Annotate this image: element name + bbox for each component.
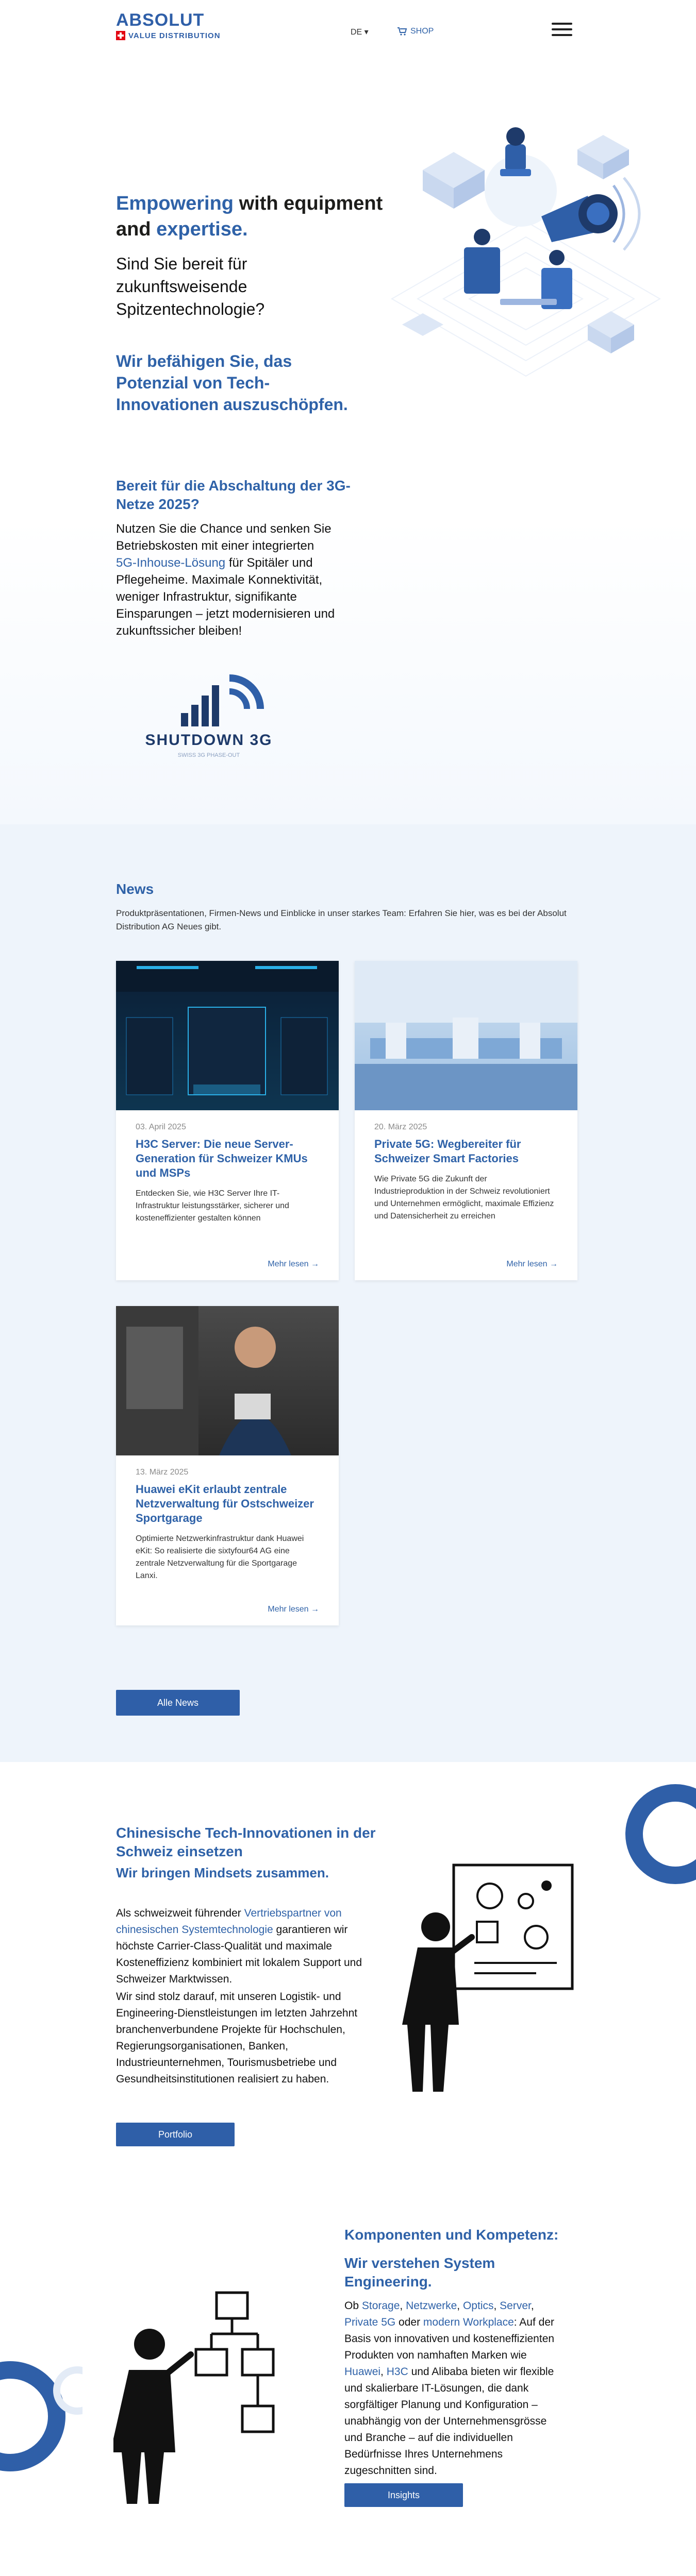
news-card[interactable] <box>355 961 577 1280</box>
china-text-2: Wir sind stolz darauf, mit unseren Logistik- und Engineering-Dienstleistungen im letzten Jahrzehnt branchenverbundene Projekte für Hochschulen, Regierungsorganisationen, Banken, Industrieunternehmen, Tourismusbetriebe und Gesundheitsinstitutionen realisiert zu haben. <box>116 1991 358 2085</box>
competence-text: Ob Storage, Netzwerke, Optics, Server, Private 5G oder modern Workplace: Auf der Basis von innovativen und kosteneffizienten Produkten von namhaften Marken wie Huawei, H3C und Alibaba bieten wir flexible und skalierbare IT-Lösungen, die dank sorgfältiger Planung und Konfiguration – unabhängig von der Unternehmensgrösse und Branche – auf die individuellen Bedürfnisse Ihres Unternehmens zugeschnitten sind. <box>344 2300 555 2477</box>
signal-bars-icon <box>137 670 281 732</box>
presenter-illustration <box>392 1855 577 2092</box>
china-title: Chinesische Tech-Innovationen in der Schweiz einsetzen <box>116 1825 376 1859</box>
news-title-link[interactable]: Private 5G: Wegbereiter für Schweizer Smart Factories <box>374 1138 521 1165</box>
news-date: 13. März 2025 <box>136 1468 189 1477</box>
news-date: 20. März 2025 <box>374 1123 427 1131</box>
storage-link[interactable]: Storage <box>361 2300 400 2312</box>
china-subtitle: Wir bringen Mindsets zusammen. <box>116 1865 329 1880</box>
hero-title: Empowering with equipment and expertise. <box>116 193 383 240</box>
all-news-button[interactable]: Alle News <box>116 1690 240 1716</box>
h3c-link[interactable]: H3C <box>386 2366 408 2378</box>
shutdown-3g-logo <box>137 670 281 762</box>
news-excerpt: Optimierte Netzwerkinfrastruktur dank Huawei eKit: So realisierte die sixtyfour64 AG eine zentrale Netzverwaltung für die Sportgarage Lanxi. <box>136 1534 304 1580</box>
cart-icon <box>397 27 407 36</box>
server-room-image <box>116 961 339 1110</box>
sportgarage-image <box>116 1306 339 1455</box>
news-intro: Produktpräsentationen, Firmen-News und Einblicke in unser starkes Team: Erfahren Sie hier, was es bei der Absolut Distribution AG Neues gibt. <box>116 908 567 931</box>
news-date: 03. April 2025 <box>136 1123 186 1131</box>
3g-shutdown-text: Nutzen Sie die Chance und senken Sie Betriebskosten mit einer integrierten 5G-Inhouse-Lösung für Spitäler und Pflegeheime. Maximale Konnektivität, weniger Infrastruktur, signifikante Einsparungen – jetzt modernisieren und zukunftssicher bleiben! <box>116 522 335 638</box>
hero-section <box>0 62 696 824</box>
hero-illustration <box>371 82 681 412</box>
huawei-link[interactable]: Huawei <box>344 2366 381 2378</box>
news-card[interactable] <box>116 961 339 1280</box>
read-more-link[interactable]: Mehr lesen → <box>268 1605 319 1614</box>
swiss-flag-icon <box>116 31 125 40</box>
news-excerpt: Wie Private 5G die Zukunft der Industrieproduktion in der Schweiz revolutioniert und Unternehmen ermöglicht, maximale Effizienz und Datensicherheit zu erreichen <box>374 1175 554 1221</box>
shop-link[interactable] <box>397 27 434 36</box>
hero-subtitle: Sind Sie bereit für zukunftsweisende Spitzentechnologie? <box>116 255 265 318</box>
private-5g-link[interactable]: Private 5G <box>344 2316 396 2328</box>
competence-title: Komponenten und Kompetenz: <box>344 2227 559 2243</box>
news-card[interactable] <box>116 1306 339 1625</box>
hero-lead: Wir befähigen Sie, das Potenzial von Tech-Innovationen auszuschöpfen. <box>116 352 348 414</box>
shop-label: SHOP <box>410 27 434 36</box>
optics-link[interactable]: Optics <box>462 2300 494 2312</box>
portfolio-button[interactable]: Portfolio <box>116 2123 235 2146</box>
shutdown-3g-caption: SWISS 3G PHASE-OUT <box>177 752 240 758</box>
news-title: News <box>116 881 154 897</box>
insights-button[interactable]: Insights <box>344 2483 463 2507</box>
menu-hamburger-icon[interactable] <box>552 23 572 38</box>
news-title-link[interactable]: Huawei eKit erlaubt zentrale Netzverwaltung für Ostschweizer Sportgarage <box>136 1483 314 1524</box>
workplace-link[interactable]: modern Workplace <box>423 2316 514 2328</box>
server-link[interactable]: Server <box>500 2300 531 2312</box>
site-header <box>0 0 696 62</box>
decorative-ring <box>0 2349 82 2483</box>
3g-shutdown-heading: Bereit für die Abschaltung der 3G-Netze 2025? <box>116 478 351 512</box>
decorative-ring <box>598 1777 696 1891</box>
news-section <box>0 824 696 1762</box>
read-more-link[interactable]: Mehr lesen → <box>268 1260 319 1268</box>
news-title-link[interactable]: H3C Server: Die neue Server-Generation für Schweizer KMUs und MSPs <box>136 1138 308 1179</box>
competence-subtitle: Wir verstehen System Engineering. <box>344 2255 495 2290</box>
system-engineering-illustration <box>113 2282 299 2509</box>
logo-subtext: VALUE DISTRIBUTION <box>128 31 221 40</box>
smart-factory-image <box>355 961 577 1110</box>
language-selector[interactable]: DE ▾ <box>351 28 369 37</box>
network-link[interactable]: Netzwerke <box>406 2300 457 2312</box>
5g-inhouse-link[interactable]: 5G-Inhouse-Lösung <box>116 556 226 570</box>
china-tech-section <box>0 1762 696 2576</box>
logo-wordmark: ABSOLUT <box>116 10 205 30</box>
china-text: Als schweizweit führender Vertriebspartner von chinesischen Systemtechnologie garantieren wir höchste Carrier-Class-Qualität und maximale Kosteneffizienz kombiniert mit lokalem Support und Schweizer Marktwissen. <box>116 1907 362 1985</box>
news-excerpt: Entdecken Sie, wie H3C Server Ihre IT-Infrastruktur leistungsstärker, sicherer und kosteneffizienter gestalten können <box>136 1189 289 1223</box>
read-more-link[interactable]: Mehr lesen → <box>506 1260 558 1268</box>
company-logo[interactable] <box>116 11 221 40</box>
china-vendor-link[interactable]: Vertriebspartner von chinesischen Systemtechnologie <box>116 1907 342 1936</box>
shutdown-3g-text: SHUTDOWN 3G <box>145 732 273 749</box>
